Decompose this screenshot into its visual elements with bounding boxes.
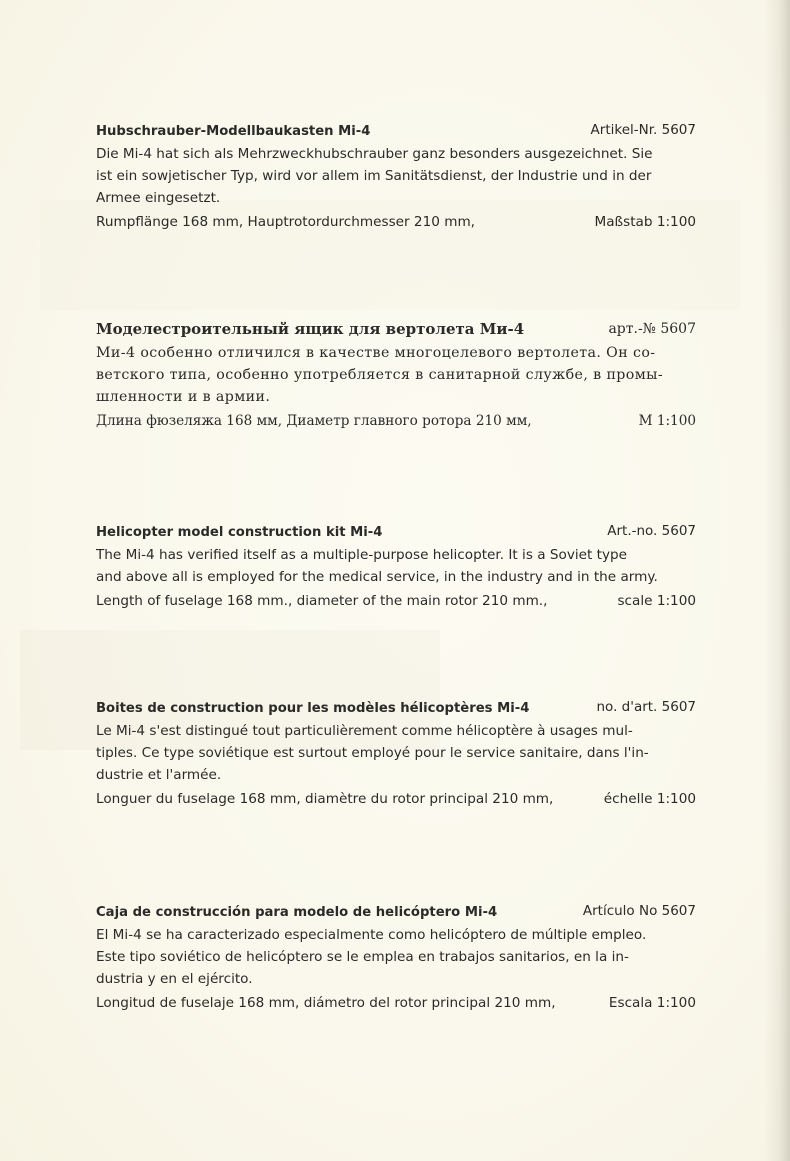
section-title: Helicopter model construction kit Mi-4 (96, 525, 383, 540)
section-english (96, 514, 696, 615)
scale-text: М 1:100 (638, 413, 696, 429)
section-header (96, 312, 696, 338)
dimensions-text: Rumpflänge 168 mm, Hauptrotordurchmesser 210 mm, (96, 214, 476, 230)
description-line: Le Mi-4 s'est distingué tout particulièrement comme hélicoptère à usages mul- (96, 723, 633, 739)
specifications-line (96, 593, 696, 615)
description-line: tiples. Ce type soviétique est surtout employé pour le service sanitaire, dans l'in- (96, 745, 649, 761)
description-line: El Mi-4 se ha caracterizado especialmente como helicóptero de múltiple empleo. (96, 927, 647, 943)
description-line: Este tipo soviético de helicóptero se le emplea en trabajos sanitarios, en la in- (96, 949, 629, 965)
article-number: арт.-№ 5607 (608, 321, 696, 337)
specifications-line (96, 214, 696, 236)
dimensions-text: Длина фюзеляжа 168 мм, Диаметр главного ротора 210 мм, (96, 413, 532, 429)
description-line: dustrie et l'armée. (96, 767, 222, 783)
section-header (96, 894, 696, 920)
description-line: and above all is employed for the medical service, in the industry and in the army. (96, 569, 658, 585)
section-french (96, 690, 696, 813)
description-line: ist ein sowjetischer Typ, wird vor allem im Sanitätsdienst, der Industrie und in der (96, 168, 652, 184)
scale-text: scale 1:100 (617, 593, 696, 609)
article-number: Artículo No 5607 (582, 903, 696, 919)
specifications-line (96, 995, 696, 1017)
description-paragraph (96, 720, 696, 786)
section-german (96, 113, 696, 236)
description-line: ветского типа, особенно употребляется в санитарной службе, в промы- (96, 367, 664, 383)
description-paragraph (96, 342, 696, 408)
section-header (96, 514, 696, 540)
dimensions-text: Longitud de fuselaje 168 mm, diámetro del rotor principal 210 mm, (96, 995, 556, 1011)
description-line: шленности и в армии. (96, 389, 271, 405)
scale-text: Escala 1:100 (608, 995, 696, 1011)
scale-text: Maßstab 1:100 (594, 214, 696, 230)
specifications-line (96, 791, 696, 813)
section-russian (96, 312, 696, 435)
description-paragraph (96, 143, 696, 209)
section-spanish (96, 894, 696, 1017)
dimensions-text: Length of fuselage 168 mm., diameter of the main rotor 210 mm., (96, 593, 548, 609)
section-header (96, 113, 696, 139)
page-edge-shadow (764, 0, 790, 1161)
article-number: no. d'art. 5607 (596, 699, 696, 715)
article-number: Art.-no. 5607 (607, 523, 696, 539)
specifications-line (96, 413, 696, 435)
description-paragraph (96, 544, 696, 588)
article-number: Artikel-Nr. 5607 (590, 122, 696, 138)
description-line: The Mi-4 has verified itself as a multiple-purpose helicopter. It is a Soviet type (96, 547, 628, 563)
description-line: dustria y en el ejército. (96, 971, 253, 987)
description-line: Armee eingesetzt. (96, 190, 221, 206)
section-title: Hubschrauber-Modellbaukasten Mi-4 (96, 124, 371, 139)
scale-text: échelle 1:100 (603, 791, 696, 807)
description-line: Die Mi-4 hat sich als Mehrzweckhubschrauber ganz besonders ausgezeichnet. Sie (96, 146, 653, 162)
section-title: Caja de construcción para modelo de helicóptero Mi-4 (96, 905, 498, 920)
description-line: Ми-4 особенно отличился в качестве многоцелевого вертолета. Он со- (96, 345, 656, 361)
section-title: Моделестроительный ящик для вертолета Ми-4 (96, 320, 525, 338)
section-title: Boites de construction pour les modèles hélicoptères Mi-4 (96, 701, 530, 716)
section-header (96, 690, 696, 716)
dimensions-text: Longuer du fuselage 168 mm, diamètre du rotor principal 210 mm, (96, 791, 554, 807)
description-paragraph (96, 924, 696, 990)
